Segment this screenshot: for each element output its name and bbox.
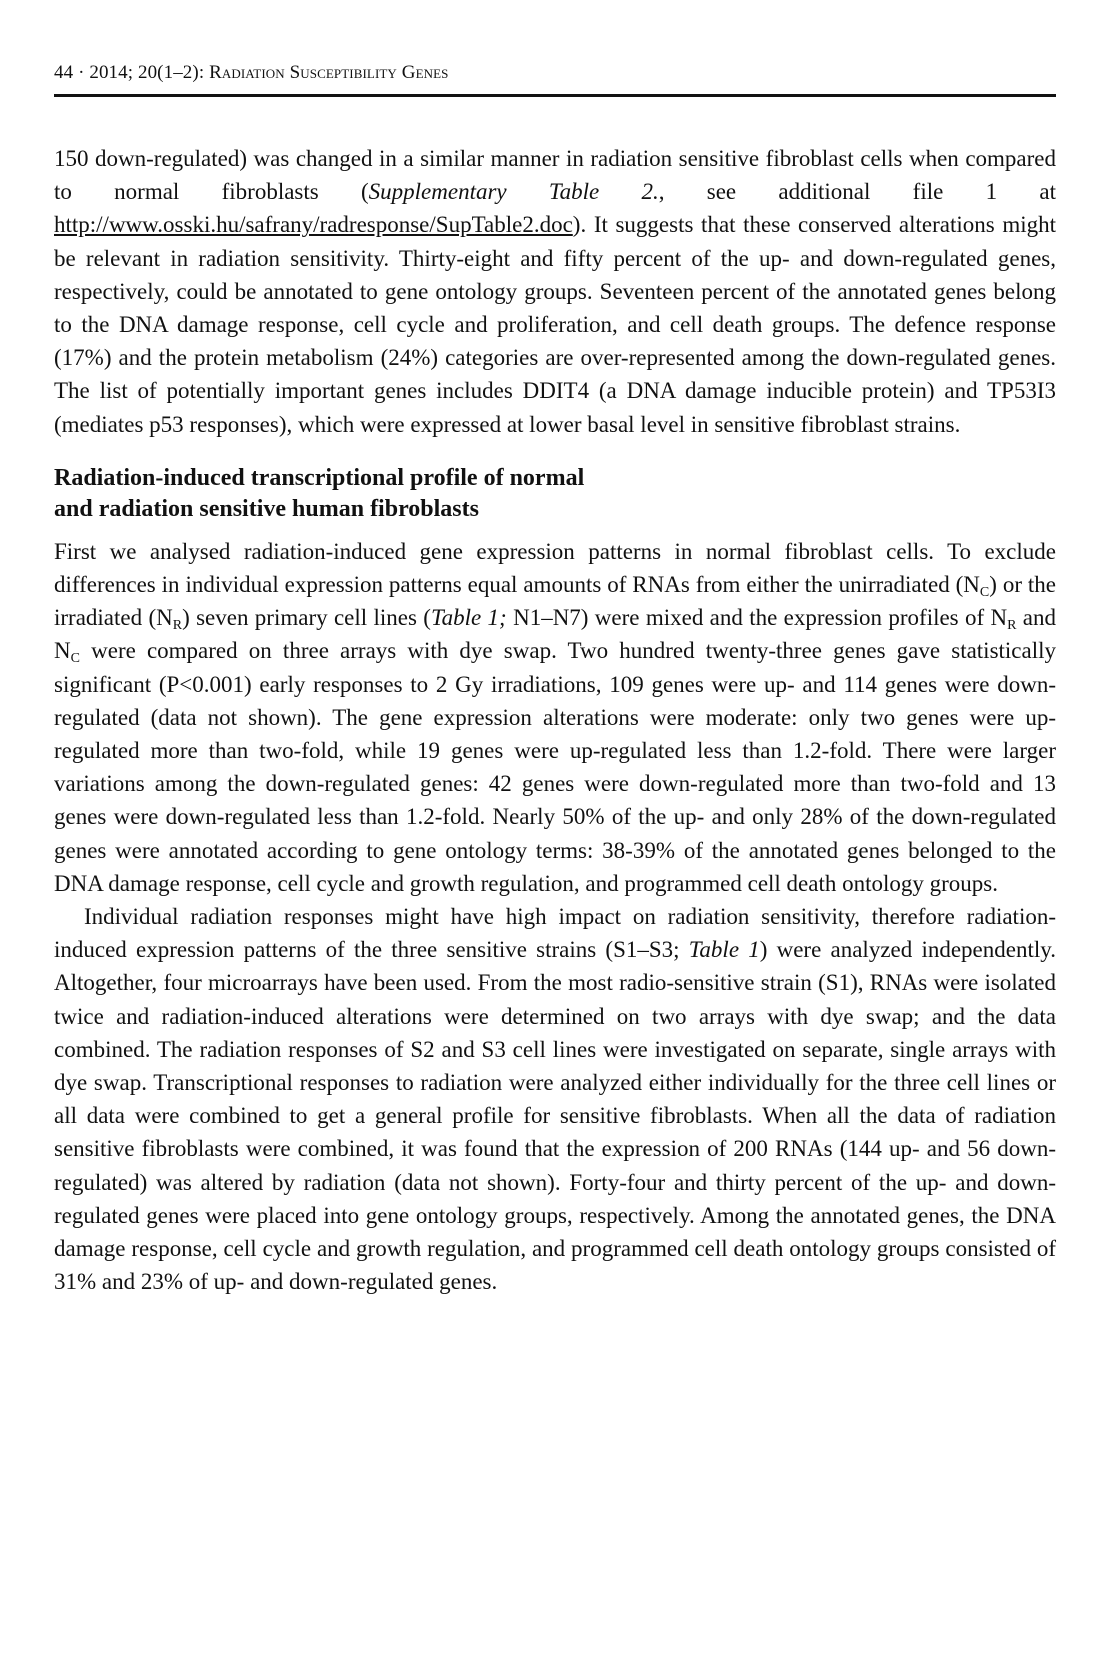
text: Individual radiation responses might have high impact on radiation sensitivity, therefore radiation-induced expression patterns of the three sensitive strains (S1–S3;: [54, 904, 1056, 963]
body-text: [54, 142, 1056, 1299]
table-ref: Table 1;: [430, 605, 507, 631]
header-rule: [54, 94, 1056, 97]
heading-line-1: Radiation-induced transcriptional profile of normal: [54, 464, 585, 491]
issue: 2014; 20(1–2):: [89, 62, 205, 83]
separator: ·: [78, 62, 90, 83]
table-ref: Table 1: [688, 937, 760, 963]
paragraph-3: [54, 900, 1056, 1298]
text: ) seven primary cell lines (: [182, 605, 431, 631]
text: First we analysed radiation-induced gene expression patterns in normal fibroblast cells. To exclude differences in individual expression patterns equal amounts of RNAs from either the unirradiated (N: [54, 538, 1056, 598]
text: ) were analyzed independently. Altogether, four microarrays have been used. From the most radio-sensitive strain (S1), RNAs were isolated twice and radiation-induced alterations were determined on two arrays with dye swap; and the data combined. The radiation responses of S2 and S3 cell lines were investigated on separate, single arrays with dye swap. Transcriptional responses to radiation were analyzed either individually for the three cell lines or all data were combined to get a general profile for sensitive fibroblasts. When all the data of radiation sensitive fibroblasts were combined, it was found that the expression of 200 RNAs (144 up- and 56 down-regulated) was altered by radiation (data not shown). Forty-four and thirty percent of the up- and down-regulated genes were placed into gene ontology groups, respectively. Among the annotated genes, the DNA damage response, cell cycle and growth regulation, and programmed cell death ontology groups consisted of 31% and 23% of up- and down-regulated genes.: [54, 937, 1056, 1295]
subscript: C: [979, 585, 990, 601]
subscript: R: [1007, 618, 1017, 634]
paragraph-1: [54, 142, 1056, 441]
text: 150 down-regulated) was changed in a similar manner in radiation sensitive fibroblast cells when compared to normal fibroblasts (: [54, 146, 1056, 205]
section-heading: [54, 463, 1056, 525]
text: were compared on three arrays with dye swap. Two hundred twenty-three genes gave statistically significant (P<0.001) early responses to 2 Gy irradiations, 109 genes were up- and 114 genes were down-regulated (data not shown). The gene expression alterations were moderate: only two genes were up-regulated more than two-fold, while 19 genes were up-regulated less than 1.2-fold. There were larger variations among the down-regulated genes: 42 genes were down-regulated more than two-fold and 13 genes were down-regulated less than 1.2-fold. Nearly 50% of the up- and only 28% of the down-regulated genes were annotated according to gene ontology terms: 38-39% of the annotated genes belonged to the DNA damage response, cell cycle and growth regulation, and programmed cell death ontology groups.: [54, 638, 1056, 896]
supplementary-link[interactable]: http://www.osski.hu/safrany/radresponse/SupTable2.doc: [54, 212, 573, 238]
supplementary-table-ref: Supplementary Table 2.: [368, 179, 659, 205]
running-head: [54, 62, 448, 84]
text: , see additional file 1 at: [658, 179, 1057, 205]
subscript: C: [70, 651, 80, 667]
text: N1–N7) were mixed and the expression profiles of N: [506, 605, 1008, 631]
text: ). It suggests that these conserved alterations might be relevant in radiation sensitivity. Thirty-eight and fifty percent of the up- and down-regulated genes, respectively, could be annotated to gene ontology groups. Seventeen percent of the annotated genes belong to the DNA damage response, cell cycle and proliferation, and cell death groups. The defence response (17%) and the protein metabolism (24%) categories are over-represented among the down-regulated genes. The list of potentially important genes includes DDIT4 (a DNA damage inducible protein) and TP53I3 (mediates p53 responses), which were expressed at lower basal level in sensitive fibroblast strains.: [54, 212, 1056, 437]
text: ) or the irradiated (N: [54, 572, 1056, 631]
subscript: R: [172, 618, 183, 634]
paragraph-2: [54, 535, 1056, 900]
running-title: Radiation Susceptibility Genes: [209, 62, 449, 83]
heading-line-2: and radiation sensitive human fibroblasts: [54, 495, 479, 522]
text: and N: [54, 605, 1056, 664]
page-number: 44: [54, 62, 74, 83]
